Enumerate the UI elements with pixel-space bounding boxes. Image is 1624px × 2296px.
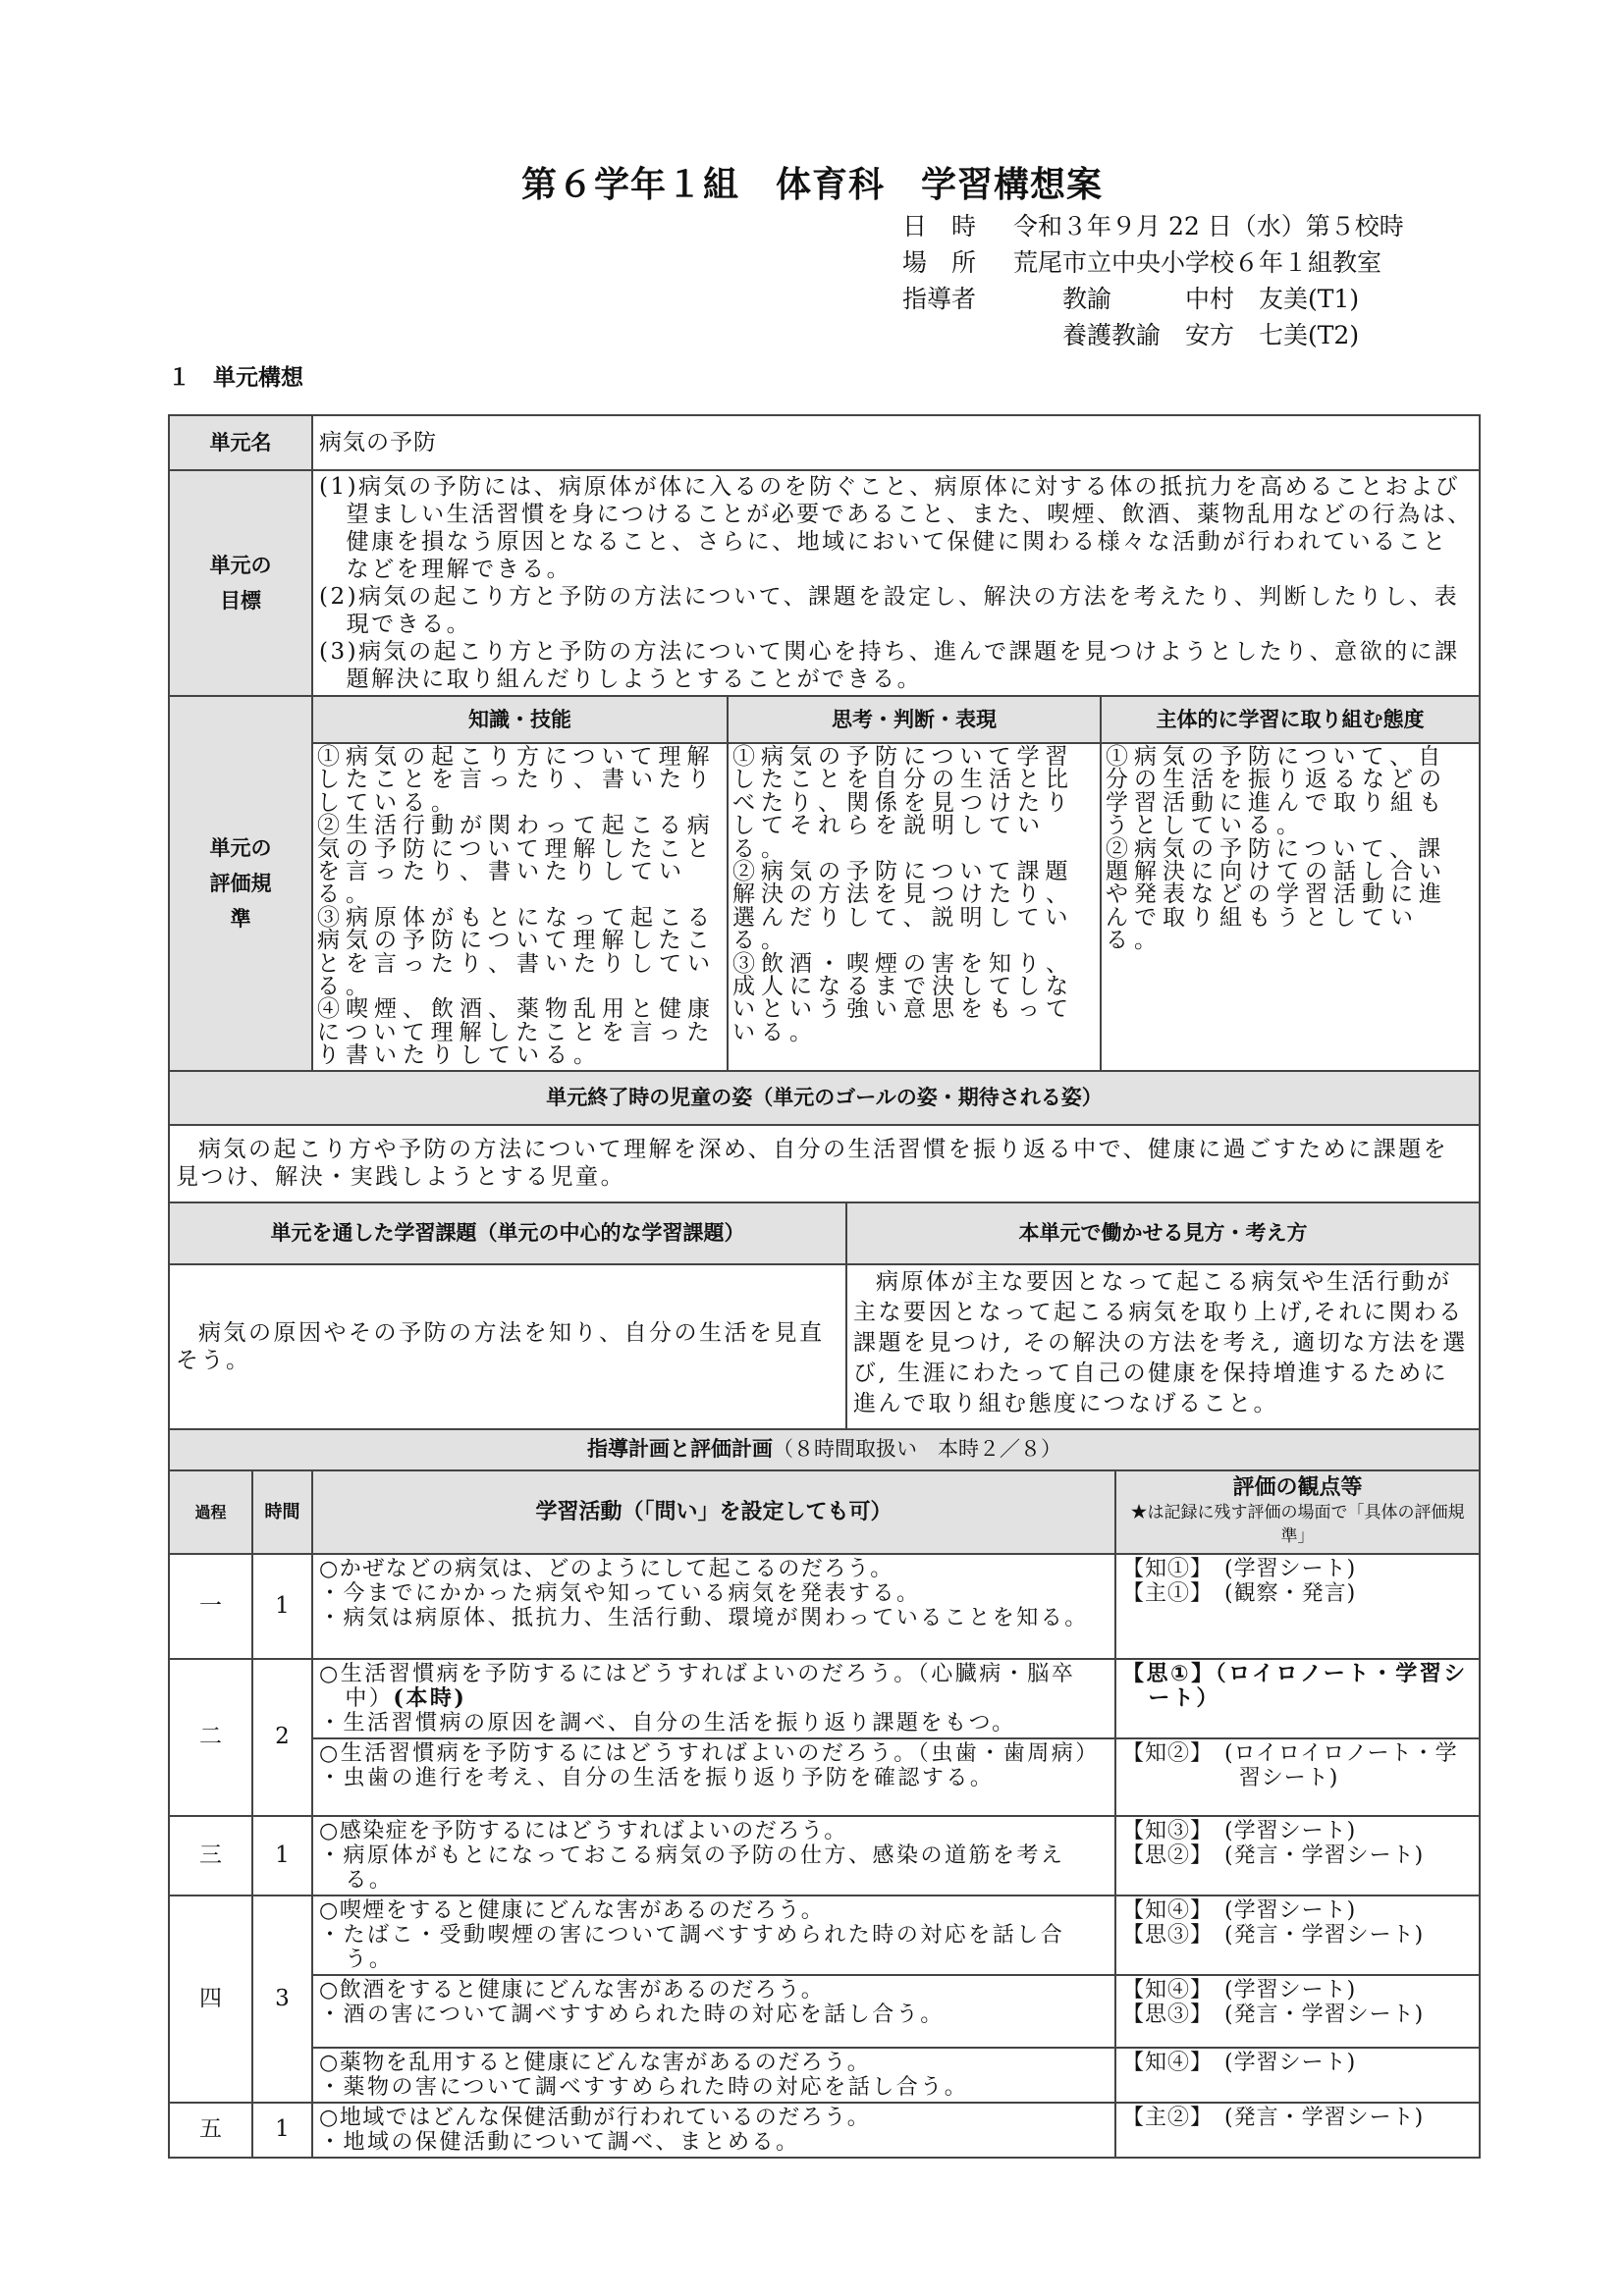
bullet: ・病原体がもとになっておこる病気の予防の仕方、感染の道筋を考える。 — [319, 1842, 1065, 1893]
criteria-header-knowledge: 知識・技能 — [312, 696, 728, 743]
bullet: ・薬物の害について調べすすめられた時の対応を話し合う。 — [319, 2074, 969, 2100]
evaluation — [1115, 1738, 1480, 1816]
info-value: 荒尾市立中央小学校６年１組教室 — [1013, 248, 1382, 277]
info-value: 令和３年９月 22 日（水）第５校時 — [1013, 212, 1404, 240]
eval-item: 【思③】 (発言・学習シート) — [1122, 2002, 1425, 2027]
info-teacher — [902, 281, 1404, 317]
eval-item: 【知③】 (学習シート) — [1122, 1818, 1357, 1843]
criteria-thinking — [728, 743, 1101, 1071]
goals-label — [169, 470, 312, 696]
bullet: ・病気は病原体、抵抗力、生活行動、環境が関わっていることを知る。 — [319, 1605, 1089, 1630]
bullet: ・酒の害について調べすすめられた時の対応を話し合う。 — [319, 2002, 945, 2027]
question: ○喫煙をすると健康にどんな害があるのだろう。 — [319, 1897, 825, 1923]
col-hours: 時間 — [252, 1470, 312, 1554]
plan-subrow — [169, 1975, 1480, 2048]
criteria-item: ③飲酒・喫煙の害を知り、成人になるまで決してしないという強い意思をもっている。 — [732, 950, 1074, 1045]
plan-row — [169, 1554, 1480, 1659]
activity — [312, 2048, 1115, 2103]
goal-figure-text: 病気の起こり方や予防の方法について理解を深め、自分の生活習慣を振り返る中で、健康に過ごすために課題を見つけ、解決・実践しようとする児童。 — [169, 1125, 1480, 1202]
question: ○飲酒をすると健康にどんな害があるのだろう。 — [319, 1977, 825, 2002]
stage: 二 — [169, 1659, 252, 1816]
bullet: ・生活習慣病の原因を調べ、自分の生活を振り返り課題をもつ。 — [319, 1710, 1016, 1735]
criteria-label-text: 単元の評価規準 — [209, 835, 272, 931]
question: ○地域ではどんな保健活動が行われているのだろう。 — [319, 2105, 871, 2130]
activity — [312, 1659, 1115, 1738]
viewpoint-header: 本単元で働かせる見方・考え方 — [846, 1202, 1480, 1264]
criteria-item: ③病原体がもとになって起こる病気の予防について理解したことを言ったり、書いたりしている。 — [317, 904, 716, 1000]
eval-item-recorded: 【思①】（ロイロノート・学習シート） — [1122, 1661, 1468, 1711]
eval-item: 【主②】 (発言・学習シート) — [1122, 2105, 1425, 2130]
question: ○感染症を予防するにはどうすればよいのだろう。 — [319, 1818, 847, 1843]
stage: 五 — [169, 2103, 252, 2158]
criteria-item: ②病気の予防について課題解決の方法を見つけたり、選んだりして、説明している。 — [732, 859, 1074, 954]
evaluation — [1115, 1896, 1480, 1975]
eval-item: 【知②】 (ロイロイロノート・学習シート) — [1122, 1740, 1458, 1790]
plan-subrow — [169, 2048, 1480, 2103]
criteria-item: ④喫煙、飲酒、薬物乱用と健康について理解したことを言ったり書いたりしている。 — [317, 996, 716, 1069]
task-text: 病気の原因やその予防の方法を知り、自分の生活を見直そう。 — [169, 1264, 846, 1429]
activity — [312, 1975, 1115, 2048]
question — [319, 1662, 1109, 1711]
evaluation — [1115, 1975, 1480, 2048]
info-teacher-2 — [902, 317, 1404, 353]
criteria-table — [168, 695, 1481, 1072]
col-eval-title: 評価の観点等 — [1232, 1475, 1363, 1501]
info-key: 日 時 — [902, 212, 977, 240]
section-heading: １ 単元構想 — [168, 365, 303, 391]
viewpoint-text: 病原体が主な要因となって起こる病気や生活行動が主な要因となって起こる病気を取り上げ,それに関わる課題を見つけ, その解決の方法を考え, 適切な方法を選び, 生涯にわたって自己の健康を保持増進するために進んで取り組む態度につなげること。 — [846, 1264, 1480, 1429]
criteria-item: ①病気の起こり方について理解したことを言ったり、書いたりしている。 — [317, 744, 716, 816]
question: ○かぜなどの病気は、どのようにして起こるのだろう。 — [319, 1556, 893, 1581]
col-activity: 学習活動（「問い」を設定しても可） — [312, 1470, 1115, 1554]
eval-item: 【知④】 (学習シート) — [1122, 1897, 1357, 1923]
eval-item: 【思③】 (発言・学習シート) — [1122, 1922, 1425, 1948]
info-key — [902, 317, 1013, 353]
col-eval-note: ★は記録に残す評価の場面で「具体の評価規準」 — [1130, 1503, 1465, 1547]
criteria-item: ②生活行動が関わって起こる病気の予防について理解したことを言ったり、書いたりしている。 — [317, 813, 716, 908]
bullet: ・地域の保健活動について調べ、まとめる。 — [319, 2129, 800, 2155]
hours: 1 — [252, 1816, 312, 1896]
hours: 2 — [252, 1659, 312, 1816]
question-text: ○生活習慣病を予防するにはどうすればよいのだろう。（心臓病・脳卒中） — [319, 1661, 1076, 1711]
goal-item: (1)病気の予防には、病原体が体に入るのを防ぐこと、病原体に対する体の抵抗力を高めることおよび望ましい生活習慣を身につけることが必要であること、また、喫煙、飲酒、薬物乱用などの行為は、健康を損なう原因となること、さらに、地域において保健に関わる様々な活動が行われていることなどを理解できる。 — [319, 474, 1473, 582]
bullet: ・今までにかかった病気や知っている病気を発表する。 — [319, 1580, 921, 1606]
eval-item: 【知①】 (学習シート) — [1122, 1556, 1357, 1581]
question: ○薬物を乱用すると健康にどんな害があるのだろう。 — [319, 2050, 871, 2075]
hours: 1 — [252, 1554, 312, 1659]
info-date — [902, 208, 1404, 244]
criteria-item: ②病気の予防について、課題解決に向けての話し合いや発表などの学習活動に進んで取り組もうとしている。 — [1106, 835, 1447, 954]
plan-row — [169, 1896, 1480, 1975]
goal-item: (2)病気の起こり方と予防の方法について、課題を設定し、解決の方法を考えたり、判断したりし、表現できる。 — [319, 584, 1460, 637]
page-title: 第６学年１組 体育科 学習構想案 — [520, 165, 1103, 205]
unit-name-label: 単元名 — [169, 415, 312, 470]
info-key: 場 所 — [902, 248, 977, 277]
unit-plan-sheet — [168, 414, 1481, 2159]
goal-figure-header: 単元終了時の児童の姿（単元のゴールの姿・期待される姿） — [169, 1071, 1480, 1125]
plan-row — [169, 1659, 1480, 1738]
info-value: 教諭 中村 友美(T1) — [1013, 285, 1360, 313]
plan-header-note: （８時間取扱い 本時２／８） — [773, 1437, 1061, 1462]
criteria-label — [169, 696, 312, 1071]
criteria-knowledge — [312, 743, 728, 1071]
plan-row — [169, 2103, 1480, 2158]
bullet: ・たばこ・受動喫煙の害について調べすすめられた時の対応を話し合う。 — [319, 1922, 1065, 1972]
plan-subrow — [169, 1738, 1480, 1816]
evaluation — [1115, 1659, 1480, 1738]
activity — [312, 2103, 1115, 2158]
evaluation — [1115, 1554, 1480, 1659]
hours: 3 — [252, 1896, 312, 2103]
criteria-attitude — [1101, 743, 1480, 1071]
activity — [312, 1738, 1115, 1816]
plan-table — [168, 1428, 1481, 2159]
stage: 一 — [169, 1554, 252, 1659]
unit-table — [168, 414, 1481, 697]
task-table — [168, 1201, 1481, 1430]
stage: 四 — [169, 1896, 252, 2103]
eval-item: 【思②】 (発言・学習シート) — [1122, 1842, 1425, 1868]
evaluation — [1115, 2048, 1480, 2103]
current-lesson-badge: (本時) — [393, 1684, 467, 1711]
lesson-info — [902, 208, 1404, 353]
stage: 三 — [169, 1816, 252, 1896]
bullet: ・虫歯の進行を考え、自分の生活を振り返り予防を確認する。 — [319, 1765, 995, 1790]
hours: 1 — [252, 2103, 312, 2158]
col-stage: 過程 — [169, 1470, 252, 1554]
info-key: 指導者 — [902, 285, 977, 313]
eval-item: 【知④】 (学習シート) — [1122, 1977, 1357, 2002]
goals-cell — [312, 470, 1480, 696]
plan-row — [169, 1816, 1480, 1896]
goal-item: (3)病気の起こり方と予防の方法について関心を持ち、進んで課題を見つけようとしたり、意欲的に課題解決に取り組んだりしようとすることができる。 — [319, 639, 1460, 692]
goals-label-text: 単元の目標 — [209, 554, 272, 613]
eval-item: 【知④】 (学習シート) — [1122, 2050, 1357, 2075]
info-value: 養護教諭 安方 七美(T2) — [1013, 321, 1360, 349]
task-header: 単元を通した学習課題（単元の中心的な学習課題） — [169, 1202, 846, 1264]
activity — [312, 1896, 1115, 1975]
eval-item: 【主①】 (観察・発言) — [1122, 1580, 1357, 1606]
plan-header-title: 指導計画と評価計画 — [587, 1437, 773, 1462]
plan-header — [169, 1429, 1480, 1470]
activity — [312, 1816, 1115, 1896]
activity — [312, 1554, 1115, 1659]
criteria-item: ①病気の予防について学習したことを自分の生活と比べたり、関係を見つけたりしてそれらを説明している。 — [732, 744, 1074, 862]
goal-figure-table — [168, 1070, 1481, 1203]
unit-name-value: 病気の予防 — [312, 415, 1480, 470]
evaluation — [1115, 2103, 1480, 2158]
criteria-header-thinking: 思考・判断・表現 — [728, 696, 1101, 743]
criteria-item: ①病気の予防について、自分の生活を振り返るなどの学習活動に進んで取り組もうとしている。 — [1106, 744, 1447, 839]
info-place — [902, 244, 1404, 281]
col-eval — [1115, 1470, 1480, 1554]
evaluation — [1115, 1816, 1480, 1896]
question: ○生活習慣病を予防するにはどうすればよいのだろう。（虫歯・歯周病） — [319, 1740, 1100, 1766]
criteria-header-attitude: 主体的に学習に取り組む態度 — [1101, 696, 1480, 743]
